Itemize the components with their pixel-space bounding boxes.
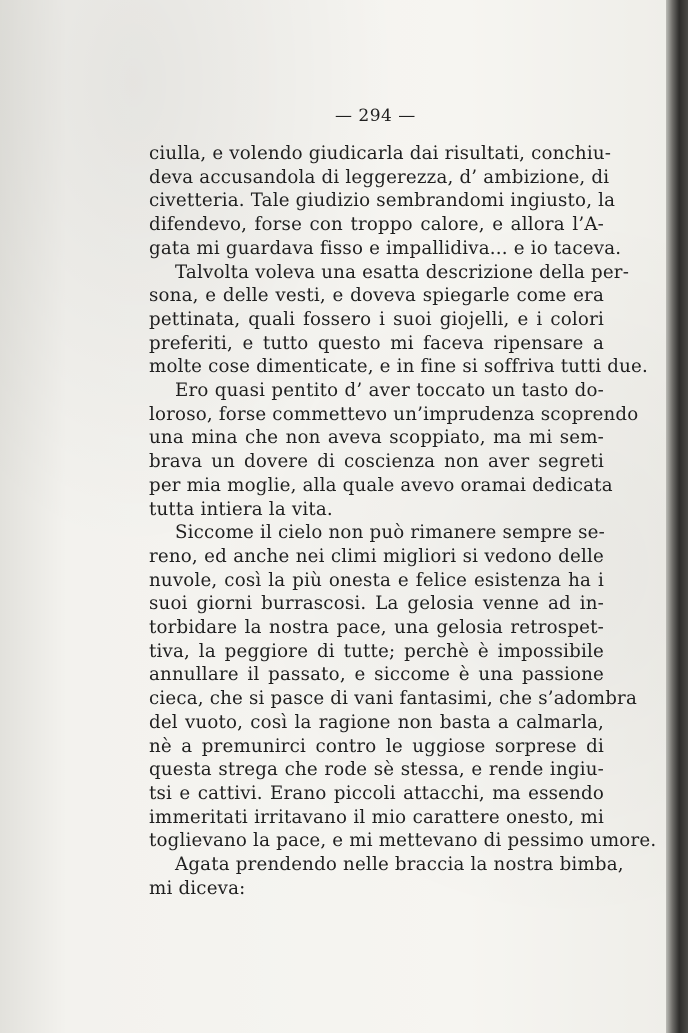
text-line: gata mi guardava fisso e impallidiva... e io taceva. — [149, 237, 622, 259]
text-line: deva accusandola di leggerezza, d’ ambizione, di — [149, 166, 610, 188]
text-line: questa strega che rode sè stessa, e rende ingiu- — [149, 759, 604, 781]
text-line: immeritati irritavano il mio carattere onesto, mi — [149, 806, 604, 828]
text-line: difendevo, forse con troppo calore, e allora l’A- — [149, 214, 604, 236]
text-line: del vuoto, così la ragione non basta a calmarla, — [149, 711, 604, 733]
text-line: suoi giorni burrascosi. La gelosia venne ad in- — [149, 593, 604, 615]
text-line: toglievano la pace, e mi mettevano di pessimo umore. — [149, 830, 657, 852]
text-line: per mia moglie, alla quale avevo oramai dedicata — [149, 474, 613, 496]
text-line: sona, e delle vesti, e doveva spiegarle come era — [149, 285, 604, 307]
text-line: cieca, che si pasce di vani fantasimi, che s’adombra — [149, 688, 637, 710]
text-line: ciulla, e volendo giudicarla dai risultati, conchiu- — [149, 143, 612, 164]
text-line: nè a premunirci contro le uggiose sorprese di — [149, 735, 604, 757]
body-text — [149, 142, 657, 901]
text-line: una mina che non aveva scoppiato, ma mi sem- — [149, 427, 604, 449]
text-line: tiva, la peggiore di tutte; perchè è impossibile — [149, 640, 604, 662]
text-line: Siccome il cielo non può rimanere sempre se- — [175, 522, 605, 544]
page-number: — 294 — — [335, 106, 416, 126]
text-line: molte cose dimenticate, e in fine si soffriva tutti due. — [149, 356, 648, 378]
text-line: tutta intiera la vita. — [149, 498, 333, 520]
text-line: loroso, forse commettevo un’imprudenza scoprendo — [149, 403, 639, 425]
binding-edge — [666, 0, 688, 1033]
text-line: reno, ed anche nei climi migliori si vedono delle — [149, 545, 604, 567]
text-line: preferiti, e tutto questo mi faceva ripensare a — [149, 332, 604, 354]
text-line: torbidare la nostra pace, una gelosia retrospet- — [149, 617, 604, 639]
text-line: nuvole, così la più onesta e felice esistenza ha i — [149, 569, 604, 591]
text-line: mi diceva: — [149, 877, 246, 899]
text-line: Ero quasi pentito d’ aver toccato un tasto do- — [175, 380, 604, 402]
text-line: Talvolta voleva una esatta descrizione della per- — [175, 261, 630, 283]
text-line: pettinata, quali fossero i suoi giojelli, e i colori — [149, 308, 604, 330]
text-line: civetteria. Tale giudizio sembrandomi ingiusto, la — [149, 190, 616, 212]
text-line: brava un dovere di coscienza non aver segreti — [149, 451, 604, 473]
text-line: tsi e cattivi. Erano piccoli attacchi, ma essendo — [149, 782, 604, 804]
text-line: annullare il passato, e siccome è una passione — [149, 664, 604, 686]
text-line: Agata prendendo nelle braccia la nostra bimba, — [175, 854, 624, 876]
